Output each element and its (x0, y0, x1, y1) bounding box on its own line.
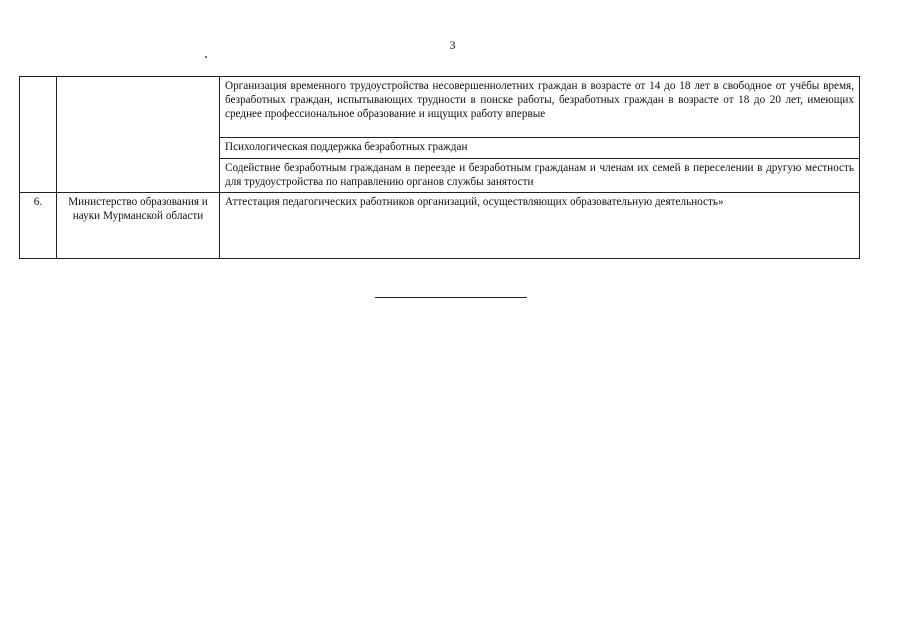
table-row (20, 193, 860, 259)
page-number: 3 (449, 38, 456, 52)
service-cell: Организация временного трудоустройства несовершеннолетних граждан в возрасте от 14 до 18 лет в свободное от учёбы время, безработных граждан, испытывающих трудности в поиске работы, безработных граждан в возрасте от 18 до 20 лет, имеющих среднее профессиональное образование и ищущих работу впервые (220, 77, 860, 138)
service-cell: Аттестация педагогических работников организаций, осуществляющих образовательную деятельность» (220, 193, 860, 259)
organization-cell (57, 77, 220, 193)
service-cell: Содействие безработным гражданам в переезде и безработным гражданам и членам их семей в переселении в другую местность для трудоустройства по направлению органов службы занятости (220, 159, 860, 193)
end-of-document-rule (375, 297, 527, 298)
service-cell: Психологическая поддержка безработных граждан (220, 138, 860, 159)
table-row (20, 77, 860, 138)
organization-cell: Министерство образования и науки Мурманской области (57, 193, 220, 259)
scan-speck (205, 56, 207, 58)
services-table (19, 76, 860, 259)
row-number-cell: 6. (20, 193, 57, 259)
row-number-cell (20, 77, 57, 193)
